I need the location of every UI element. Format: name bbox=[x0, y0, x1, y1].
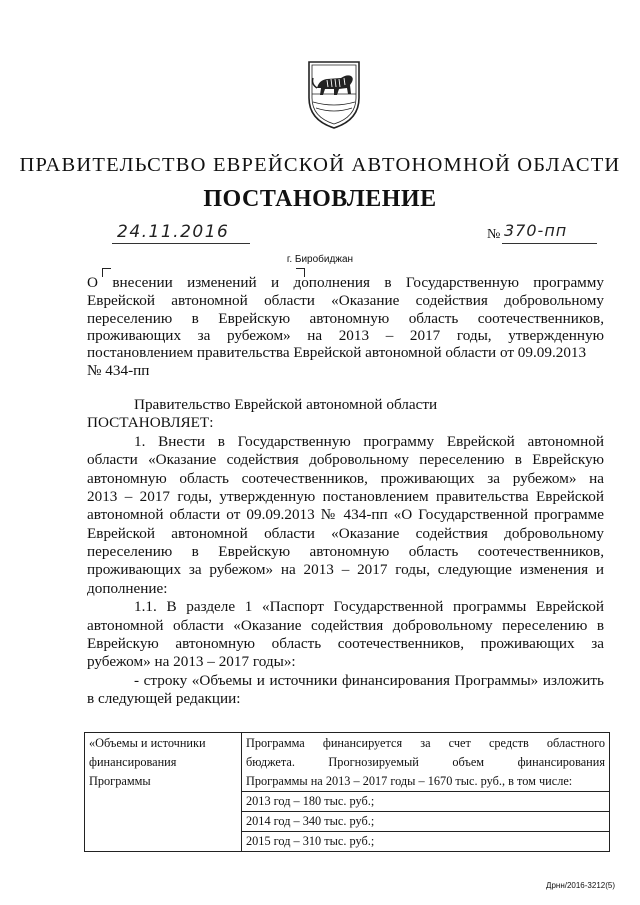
document-date: 24.11.2016 bbox=[117, 222, 230, 242]
body-line: проживающих за рубежом» на 2013 – 2017 годы, следующие изменения и bbox=[87, 561, 604, 578]
decree-word: ПОСТАНОВЛЯЕТ: bbox=[87, 414, 214, 431]
region-coat-of-arms-tiger-icon bbox=[303, 58, 365, 130]
subject-line: проживающих за рубежом» на 2013 – 2017 годы, утвержденную bbox=[87, 327, 604, 344]
date-underline bbox=[112, 243, 250, 244]
body-line: автономной области от 09.09.2013 № 434-пп «О Государственной программе bbox=[87, 506, 604, 523]
body-line: в следующей редакции: bbox=[87, 690, 241, 707]
body-line: - строку «Объемы и источники финансирования Программы» изложить bbox=[134, 672, 604, 689]
body-line: автономной области «Оказание содействия добровольному переселению в bbox=[87, 617, 604, 634]
subject-line: № 434-пп bbox=[87, 362, 150, 379]
number-label: № bbox=[487, 227, 501, 242]
footer-code: Дрнн/2016-3212(5) bbox=[546, 881, 615, 890]
government-title: ПРАВИТЕЛЬСТВО ЕВРЕЙСКОЙ АВТОНОМНОЙ ОБЛАСТИ bbox=[19, 154, 621, 176]
cell-line: Программа финансируется за счет средств областного bbox=[246, 736, 605, 750]
body-line: рубежом» на 2013 – 2017 годы»: bbox=[87, 653, 296, 670]
cell-line: финансирования bbox=[89, 755, 177, 769]
body-line: 1. Внести в Государственную программу Еврейской автономной bbox=[134, 433, 604, 450]
city: г. Биробиджан bbox=[286, 254, 354, 265]
year-line: 2015 год – 310 тыс. руб.; bbox=[242, 831, 609, 851]
preamble: Правительство Еврейской автономной области bbox=[134, 396, 438, 413]
cell-line: Программы bbox=[89, 774, 151, 788]
financing-table bbox=[84, 732, 610, 852]
number-underline bbox=[502, 243, 597, 244]
cell-line: бюджета. Прогнозируемый объем финансирования bbox=[246, 755, 605, 769]
subject-line: переселению в Еврейскую автономную область соотечественников, bbox=[87, 310, 604, 327]
table-cell-label bbox=[85, 733, 242, 852]
cell-line: «Объемы и источники bbox=[89, 736, 206, 750]
subject-line: постановлением правительства Еврейской автономной области от 09.09.2013 bbox=[87, 344, 587, 361]
body-line: 1.1. В разделе 1 «Паспорт Государственной программы Еврейской bbox=[134, 598, 604, 615]
subject-line: Еврейской автономной области «Оказание содействия добровольному bbox=[87, 292, 604, 309]
table-cell-value bbox=[242, 733, 610, 852]
body-line: автономную область соотечественников, проживающих за рубежом» на bbox=[87, 470, 604, 487]
year-line: 2014 год – 340 тыс. руб.; bbox=[242, 811, 609, 831]
body-line: 2013 – 2017 годы, утвержденную постановлением правительства Еврейской bbox=[87, 488, 604, 505]
body-line: переселению в Еврейскую автономную область соотечественников, bbox=[87, 543, 604, 560]
subject-line: О внесении изменений и дополнения в Государственную программу bbox=[87, 274, 604, 291]
document-type: ПОСТАНОВЛЕНИЕ bbox=[203, 186, 437, 212]
body-line: дополнение: bbox=[87, 580, 168, 597]
body-line: области «Оказание содействия добровольному переселению в Еврейскую bbox=[87, 451, 604, 468]
body-line: Еврейскую автономную область соотечественников, проживающих за bbox=[87, 635, 604, 652]
number-value: 370-пп bbox=[504, 221, 568, 240]
table-row bbox=[85, 733, 610, 852]
body-line: Еврейской автономной области «Оказание содействия добровольному bbox=[87, 525, 604, 542]
cell-line: Программы на 2013 – 2017 годы – 1670 тыс. руб., в том числе: bbox=[246, 774, 573, 788]
year-line: 2013 год – 180 тыс. руб.; bbox=[242, 791, 609, 811]
